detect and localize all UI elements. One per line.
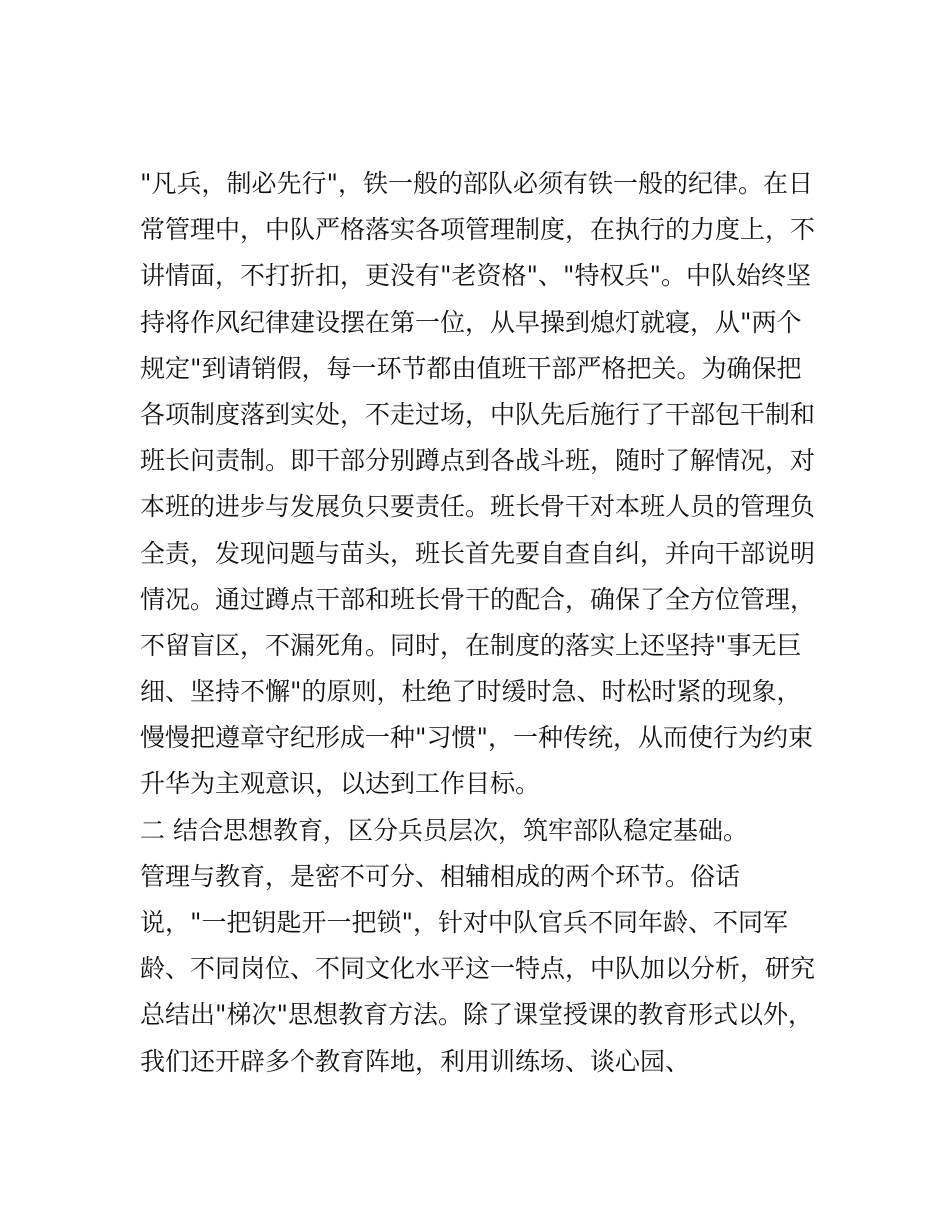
text-line: 本班的进步与发展负只要责任。班长骨干对本班人员的管理负 bbox=[140, 492, 816, 522]
text-line: 不留盲区，不漏死角。同时，在制度的落实上还坚持"事无巨 bbox=[140, 630, 802, 660]
text-line: 各项制度落到实处，不走过场，中队先后施行了干部包干制和 bbox=[140, 399, 816, 429]
text-line: 常管理中，中队严格落实各项管理制度，在执行的力度上，不 bbox=[140, 215, 816, 245]
text-line: 说，"一把钥匙开一把锁"，针对中队官兵不同年龄、不同军 bbox=[140, 908, 789, 937]
text-line: 持将作风纪律建设摆在第一位，从早操到熄灯就寝，从"两个 bbox=[140, 307, 802, 337]
text-line: 总结出"梯次"思想教育方法。除了课堂授课的教育形式以外， bbox=[140, 1000, 814, 1030]
text-line: "凡兵，制必先行"，铁一般的部队必须有铁一般的纪律。在日 bbox=[140, 169, 814, 198]
text-line: 班长问责制。即干部分别蹲点到各战斗班，随时了解情况，对 bbox=[140, 446, 816, 476]
text-line: 我们还开辟多个教育阵地，利用训练场、谈心园、 bbox=[140, 1046, 691, 1076]
text-line: 讲情面，不打折扣，更没有"老资格"、"特权兵"。中队始终坚 bbox=[140, 261, 811, 291]
text-line: 全责，发现问题与苗头，班长首先要自查自纠，并向干部说明 bbox=[140, 538, 816, 568]
text-line: 规定"到请销假，每一环节都由值班干部严格把关。为确保把 bbox=[140, 353, 802, 383]
body-text bbox=[140, 161, 830, 1085]
text-line: 龄、不同岗位、不同文化水平这一特点，中队加以分析，研究 bbox=[140, 954, 816, 984]
text-line: 管理与教育，是密不可分、相辅相成的两个环节。俗话 bbox=[140, 861, 741, 891]
text-line: 慢慢把遵章守纪形成一种"习惯"，一种传统，从而使行为约束 bbox=[140, 723, 814, 753]
section-heading: 二 结合思想教育，区分兵员层次，筑牢部队稳定基础。 bbox=[140, 815, 748, 845]
text-line: 升华为主观意识，以达到工作目标。 bbox=[140, 769, 541, 799]
text-line: 细、坚持不懈"的原则，杜绝了时缓时急、时松时紧的现象， bbox=[140, 677, 802, 707]
text-line: 情况。通过蹲点干部和班长骨干的配合，确保了全方位管理， bbox=[140, 584, 816, 614]
